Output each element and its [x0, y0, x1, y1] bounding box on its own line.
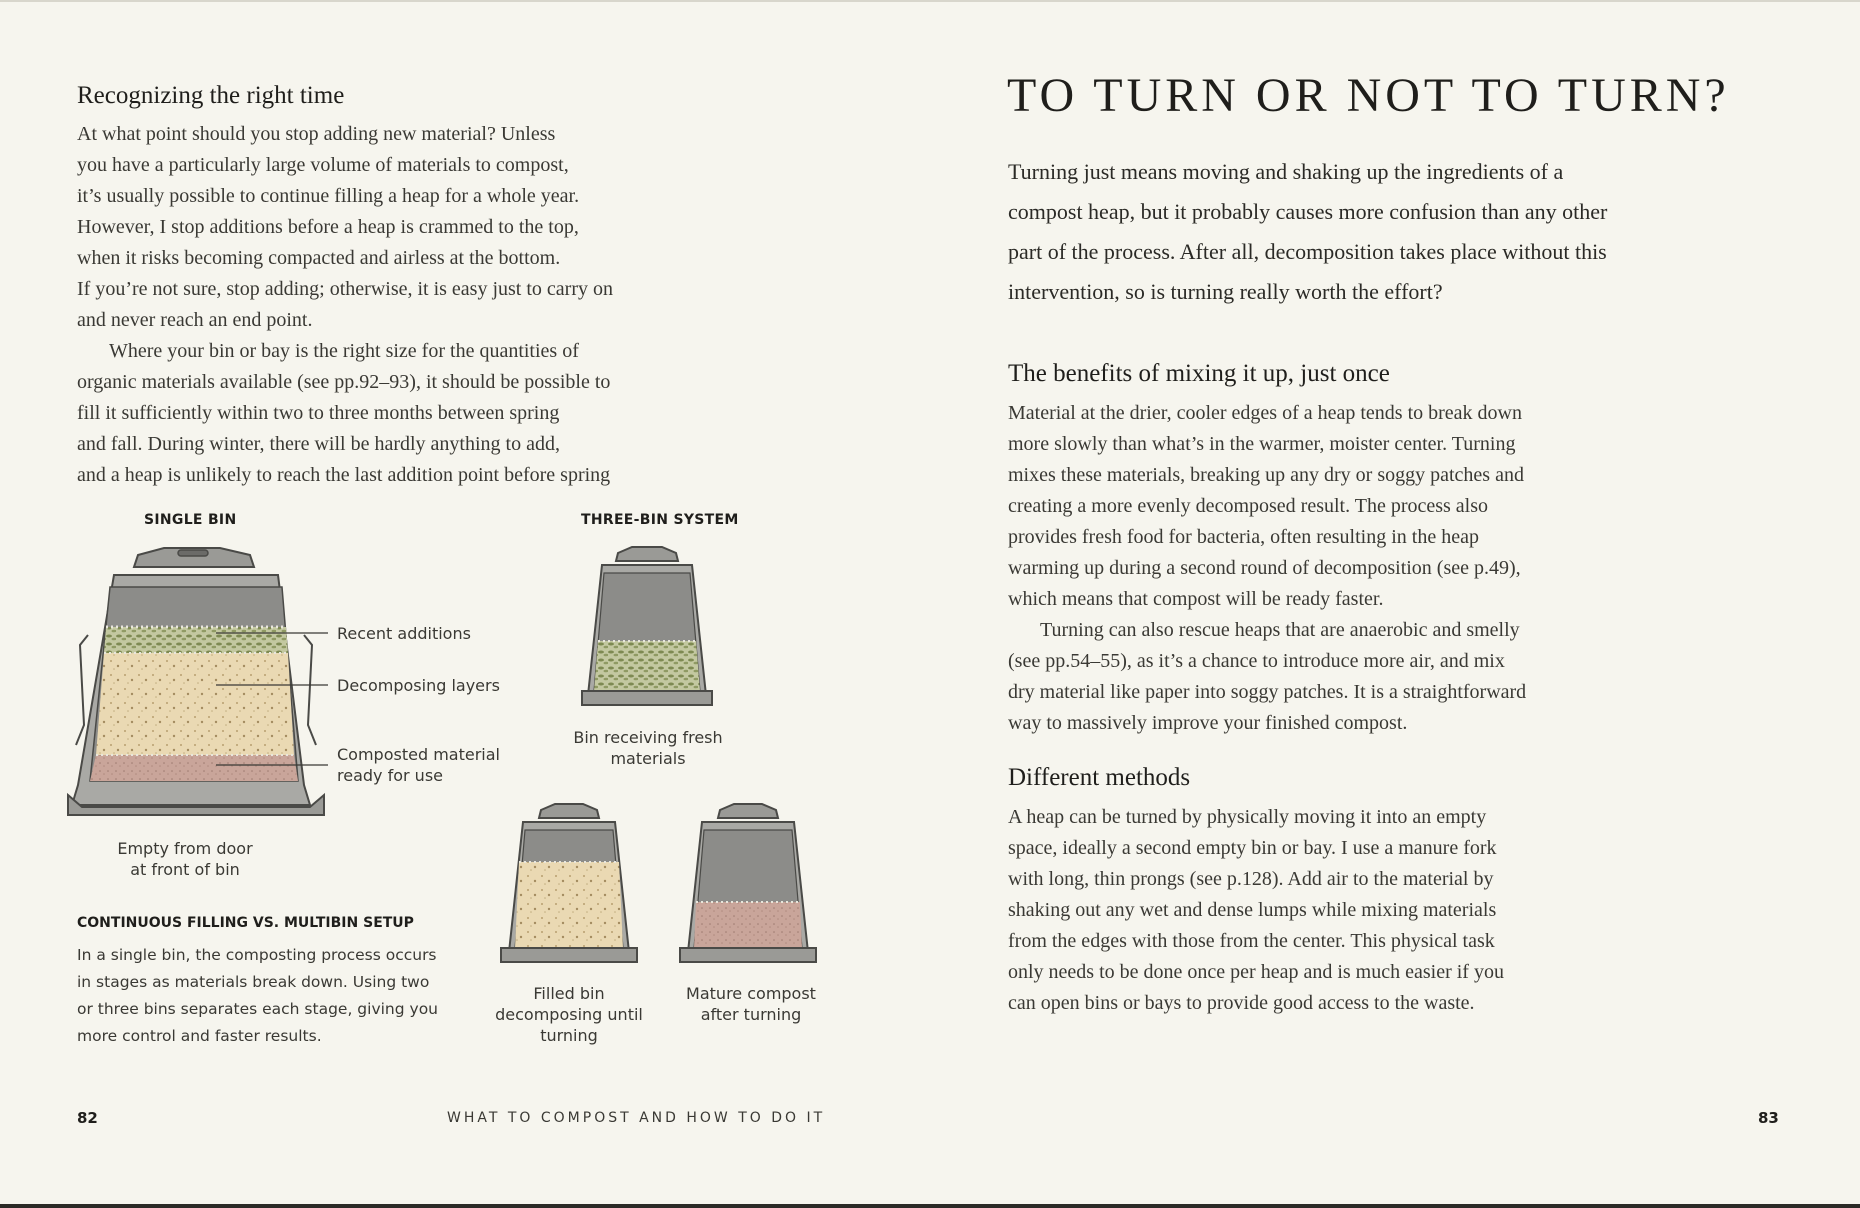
body-line: only needs to be done once per heap and is much easier if you: [1008, 961, 1504, 983]
continuous-filling-heading: CONTINUOUS FILLING VS. MULTIBIN SETUP: [77, 915, 414, 931]
label-composted-material: [337, 744, 500, 786]
section-heading-methods: Different methods: [1008, 764, 1191, 791]
single-bin-illustration: [66, 545, 326, 825]
body-line: Material at the drier, cooler edges of a heap tends to break down: [1008, 402, 1522, 424]
body-line: A heap can be turned by physically moving it into an empty: [1008, 806, 1487, 828]
label-line: Bin receiving fresh: [573, 728, 723, 747]
body-line: which means that compost will be ready faster.: [1008, 588, 1384, 610]
label-decomposing-layers: Decomposing layers: [337, 676, 500, 695]
bin-receiving-illustration: [578, 545, 716, 713]
label-bin-receiving: [570, 727, 726, 769]
body-line: warming up during a second round of decomposition (see p.49),: [1008, 557, 1521, 579]
page-number-right: 83: [1758, 1109, 1779, 1127]
body-line: If you’re not sure, stop adding; otherwise, it is easy just to carry on: [77, 278, 613, 300]
body-line: In a single bin, the composting process occurs: [77, 946, 437, 964]
label-line: Empty from door: [117, 839, 253, 858]
body-line: provides fresh food for bacteria, often resulting in the heap: [1008, 526, 1479, 548]
body-line: Turning can also rescue heaps that are anaerobic and smelly: [1040, 619, 1520, 641]
body-line: you have a particularly large volume of materials to compost,: [77, 154, 569, 176]
page-top-edge: [0, 0, 1860, 2]
label-empty-from-door: [100, 838, 270, 880]
body-line: more control and faster results.: [77, 1027, 322, 1045]
body-line: can open bins or bays to provide good access to the waste.: [1008, 992, 1475, 1014]
bin-filled-illustration: [497, 802, 641, 970]
label-filled-bin: [490, 983, 648, 1046]
body-line: dry material like paper into soggy patches. It is a straightforward: [1008, 681, 1527, 703]
body-line: and a heap is unlikely to reach the last addition point before spring: [77, 464, 611, 486]
section-heading-recognizing: Recognizing the right time: [77, 82, 345, 109]
label-line: decomposing until: [495, 1005, 643, 1024]
label-recent-additions: Recent additions: [337, 624, 471, 643]
label-line: ready for use: [337, 766, 443, 785]
label-mature-compost: [672, 983, 830, 1025]
intro-line: compost heap, but it probably causes more confusion than any other: [1008, 199, 1608, 224]
page-bottom-edge: [0, 1204, 1860, 1208]
body-line: organic materials available (see pp.92–93), it should be possible to: [77, 371, 611, 393]
label-line: after turning: [700, 1005, 802, 1024]
body-line: way to massively improve your finished compost.: [1008, 712, 1408, 734]
page-number-left: 82: [77, 1109, 98, 1127]
label-line: at front of bin: [130, 860, 240, 879]
body-line: from the edges with those from the center. This physical task: [1008, 930, 1495, 952]
body-line: with long, thin prongs (see p.128). Add air to the material by: [1008, 868, 1494, 890]
section-heading-benefits: The benefits of mixing it up, just once: [1008, 360, 1390, 387]
label-line: Composted material: [337, 745, 500, 764]
continuous-filling-body: [77, 942, 438, 1050]
label-line: Mature compost: [686, 984, 816, 1003]
body-line: space, ideally a second empty bin or bay. I use a manure fork: [1008, 837, 1497, 859]
label-line: materials: [610, 749, 686, 768]
body-line: and fall. During winter, there will be hardly anything to add,: [77, 433, 560, 455]
body-line: when it risks becoming compacted and airless at the bottom.: [77, 247, 561, 269]
bin-mature-illustration: [676, 802, 820, 970]
body-line: or three bins separates each stage, giving you: [77, 1000, 439, 1018]
page-title: TO TURN OR NOT TO TURN?: [1007, 69, 1730, 122]
body-line: fill it sufficiently within two to three months between spring: [77, 402, 560, 424]
intro-line: part of the process. After all, decomposition takes place without this: [1008, 239, 1607, 264]
intro-line: intervention, so is turning really worth the effort?: [1008, 279, 1443, 304]
three-bin-title: THREE-BIN SYSTEM: [581, 512, 739, 528]
single-bin-title: SINGLE BIN: [144, 512, 237, 528]
running-head: WHAT TO COMPOST AND HOW TO DO IT: [447, 1110, 826, 1126]
body-line: At what point should you stop adding new material? Unless: [77, 123, 556, 145]
body-line: in stages as materials break down. Using two: [77, 973, 430, 991]
body-line: (see pp.54–55), as it’s a chance to introduce more air, and mix: [1008, 650, 1505, 672]
body-line: Where your bin or bay is the right size for the quantities of: [109, 340, 579, 362]
methods-body-text: [1008, 802, 1504, 1019]
label-line: Filled bin: [533, 984, 605, 1003]
intro-line: Turning just means moving and shaking up the ingredients of a: [1008, 159, 1564, 184]
benefits-body-text: [1008, 398, 1526, 739]
body-line: mixes these materials, breaking up any dry or soggy patches and: [1008, 464, 1524, 486]
body-line: However, I stop additions before a heap is crammed to the top,: [77, 216, 579, 238]
body-line: it’s usually possible to continue filling a heap for a whole year.: [77, 185, 580, 207]
intro-paragraph: [1008, 152, 1607, 312]
label-line: turning: [540, 1026, 598, 1045]
body-line: more slowly than what’s in the warmer, moister center. Turning: [1008, 433, 1516, 455]
body-line: creating a more evenly decomposed result. The process also: [1008, 495, 1489, 517]
body-line: and never reach an end point.: [77, 309, 313, 331]
body-line: shaking out any wet and dense lumps while mixing materials: [1008, 899, 1497, 921]
left-body-text: [77, 119, 697, 491]
